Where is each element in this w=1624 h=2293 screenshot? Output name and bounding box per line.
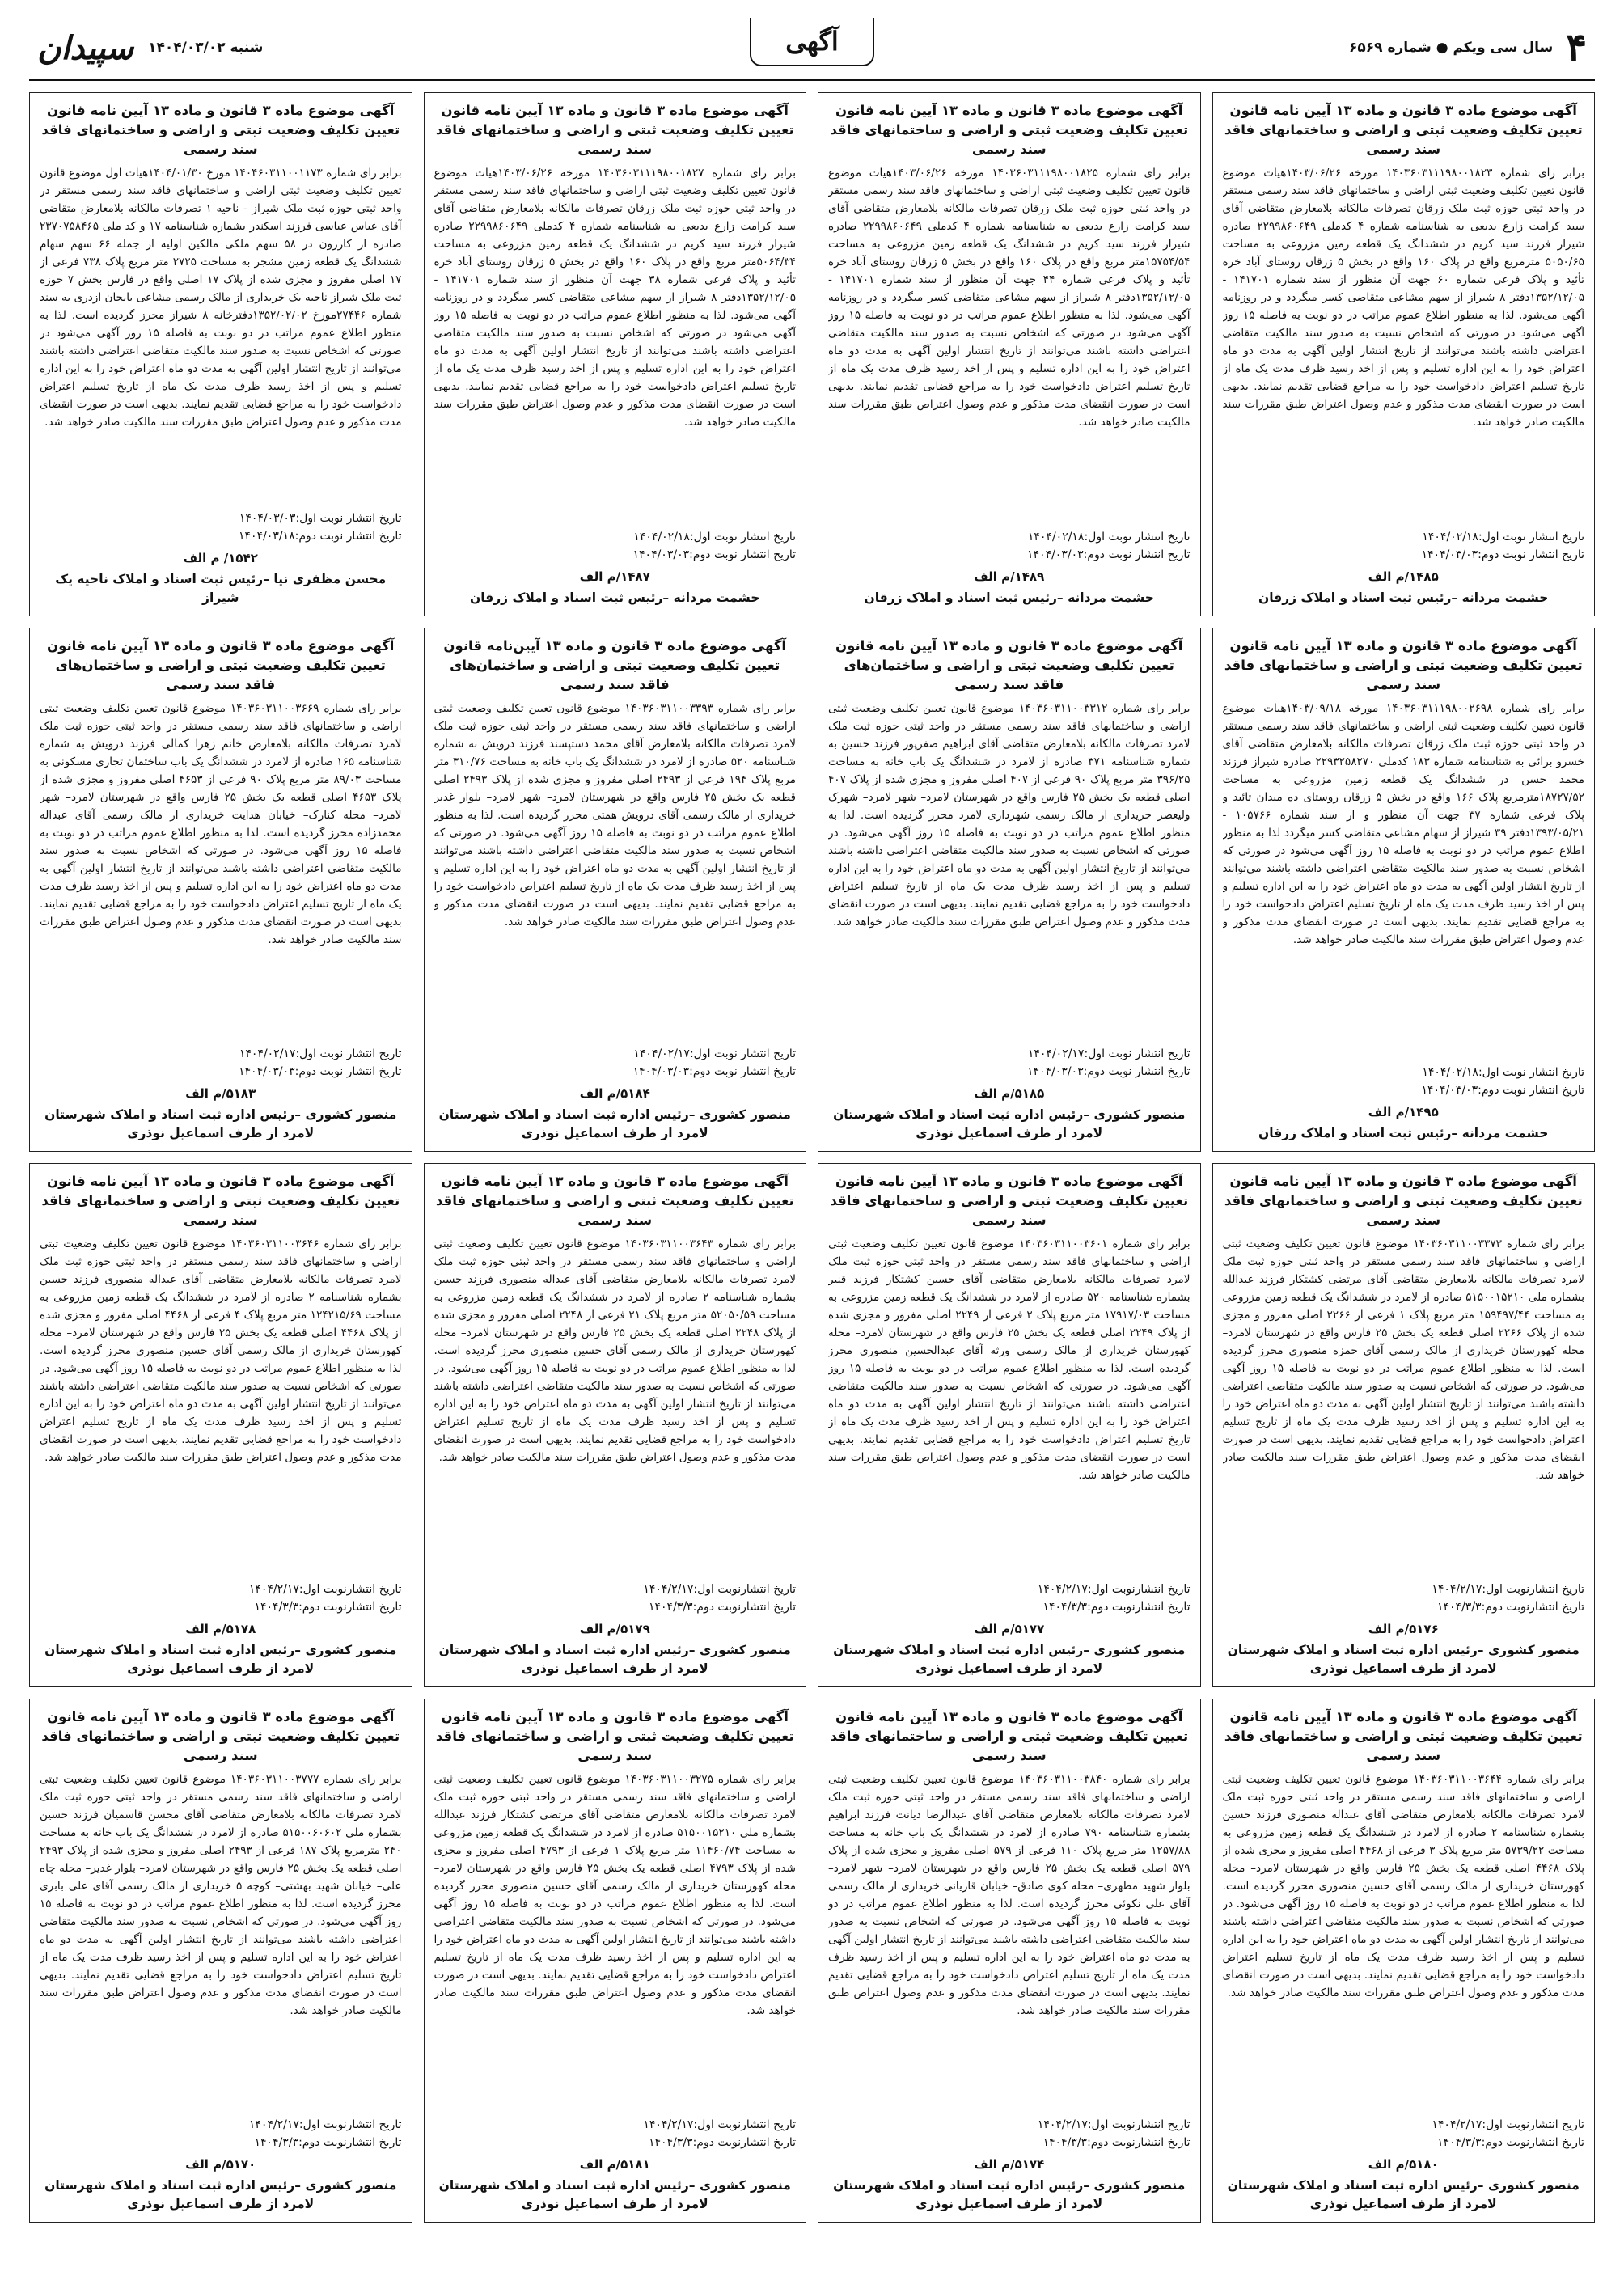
notice-signature: منصور کشوری –رئیس اداره ثبت اسناد و املاک شهرستان لامرد از طرف اسماعیل نوذری <box>438 1642 791 1676</box>
notice-code: ۵۱۷۹/م الف <box>579 1621 650 1636</box>
newspaper-page <box>29 0 1595 2281</box>
notice-dates <box>40 1580 402 1617</box>
notice-dates <box>1223 1580 1585 1617</box>
notice-code: ۵۱۷۸/م الف <box>185 1621 256 1636</box>
notice-dates <box>828 2116 1191 2152</box>
legal-notice <box>1212 92 1596 616</box>
publish-date-second: تاریخ انتشارنوبت دوم:۱۴۰۴/۳/۳ <box>649 2136 796 2150</box>
notice-dates <box>434 528 797 565</box>
notice-title: آگهی موضوع ماده ۳ قانون و ماده ۱۳ آیین نامه قانون تعیین تکلیف وضعیت ثبتی و اراضی و ساختمانهای فاقد سند رسمی <box>435 103 794 157</box>
notice-dates <box>40 1045 402 1081</box>
notice-code: ۱۴۸۹/م الف <box>974 569 1045 584</box>
publish-date-second: تاریخ انتشارنوبت دوم:۱۴۰۴/۳/۳ <box>1437 1601 1584 1614</box>
publish-date-second: تاریخ انتشارنوبت دوم:۱۴۰۴/۳/۳ <box>1042 1601 1191 1614</box>
notice-code: ۵۱۸۰/م الف <box>1368 2156 1439 2172</box>
publish-date-first: تاریخ انتشار نوبت اول:۱۴۰۴/۰۲/۱۸ <box>1027 530 1191 544</box>
notice-dates <box>1223 2116 1585 2152</box>
notice-body: برابر رای شماره ۱۴۰۳۶۰۳۱۱۰۰۳۶۴۶ موضوع قانون تعیین تکلیف وضعیت ثبتی اراضی و ساختمانهای فاقد سند رسمی مستقر در واحد ثبتی حوزه ثبت ملک لامرد تصرفات مالکانه بلامعارض متقاضی آقای عبداله منصوری فرزند حسین بشماره شناسنامه ۲ صادره از لامرد در ششدانگ یک قطعه زمین مزروعی به مساحت ۱۲۴۲۱۵/۶۹ متر مربع پلاک ۴ فرعی از ۴۴۶۸ اصلی مفروز و مجزی شده از پلاک ۴۴۶۸ اصلی قطعه یک بخش ۲۵ فارس واقع در شهرستان لامرد– محله کهورستان خریداری از مالک رسمی آقای حسین منصوری محرز گردیده است. لذا به منظور اطلاع عموم مراتب در دو نوبت به فاصله ۱۵ روز آگهی می‌شود. در صورتی که اشخاص نسبت به صدور سند مالکیت متقاضی اعتراضی داشته باشند می‌توانند از تاریخ انتشار اولین آگهی به مدت دو ماه اعتراض خود را به این اداره تسلیم و پس از اخذ رسید ظرف مدت یک ماه از تاریخ تسلیم اعتراض دادخواست خود را به مراجع قضایی تقدیم نمایند. بدیهی است در صورت انقضای مدت مذکور و عدم وصول اعتراض طبق مقررات سند مالکیت صادر خواهد شد. <box>40 1237 402 1464</box>
notice-signature: حشمت مردانه –رئیس ثبت اسناد و املاک زرقان <box>1258 1125 1549 1140</box>
notice-title: آگهی موضوع ماده ۳ قانون و ماده ۱۳ آیین نامه قانون تعیین تکلیف وضعیت ثبتی و اراضی و ساختمان‌های فاقد سند رسمی <box>835 638 1183 692</box>
notice-dates <box>434 1045 797 1081</box>
notice-body: برابر رای شماره ۱۴۰۳۶۰۳۱۱۰۰۳۶۰۱ موضوع قانون تعیین تکلیف وضعیت ثبتی اراضی و ساختمانهای فاقد سند رسمی مستقر در واحد ثبتی حوزه ثبت ملک لامرد تصرفات مالکانه بلامعارض متقاضی آقای حسین کشتکار فرزند قنبر بشماره شناسنامه ۵۲۰ صادره از لامرد در ششدانگ یک قطعه زمین مزروعی به مساحت ۱۷۹۱۷/۰۳ متر مربع پلاک ۲ فرعی از ۲۲۴۹ اصلی مفروز و مجزی شده از پلاک ۲۲۴۹ اصلی قطعه یک بخش ۲۵ فارس واقع در شهرستان لامرد– محله کهورستان خریداری از مالک رسمی ورثه آقای عبدالحسین منصوری محرز گردیده است. لذا به منظور اطلاع عموم مراتب در دو نوبت به فاصله ۱۵ روز آگهی می‌شود. در صورتی که اشخاص نسبت به صدور سند مالکیت متقاضی اعتراضی داشته باشند می‌توانند از تاریخ انتشار اولین آگهی به مدت دو ماه اعتراض خود را به این اداره تسلیم و پس از اخذ رسید ظرف مدت یک ماه از تاریخ تسلیم اعتراض دادخواست خود را به مراجع قضایی تقدیم نمایند. بدیهی است در صورت انقضای مدت مذکور و عدم وصول اعتراض طبق مقررات سند مالکیت صادر خواهد شد. <box>828 1237 1191 1482</box>
notice-dates <box>828 528 1191 565</box>
publish-date-second: تاریخ انتشار نوبت دوم:۱۴۰۴/۰۳/۰۳ <box>239 1065 402 1079</box>
legal-notice <box>29 1699 412 2223</box>
notice-signature: منصور کشوری –رئیس اداره ثبت اسناد و املاک شهرستان لامرد از طرف اسماعیل نوذری <box>44 2177 397 2211</box>
notice-signature: محسن مظفری نیا –رئیس ثبت اسناد و املاک ناحیه یک شیراز <box>55 571 387 605</box>
publish-date-second: تاریخ انتشارنوبت دوم:۱۴۰۴/۳/۳ <box>1042 2136 1191 2150</box>
notice-signature: منصور کشوری –رئیس اداره ثبت اسناد و املاک شهرستان لامرد از طرف اسماعیل نوذری <box>44 1106 397 1140</box>
publish-date-second: تاریخ انتشارنوبت دوم:۱۴۰۴/۳/۳ <box>254 1601 402 1614</box>
notice-signature: منصور کشوری –رئیس اداره ثبت اسناد و املاک شهرستان لامرد از طرف اسماعیل نوذری <box>438 2177 791 2211</box>
publish-date-second: تاریخ انتشار نوبت دوم:۱۴۰۴/۰۳/۰۳ <box>1027 1065 1191 1079</box>
notice-body: برابر رای شماره ۱۴۰۳۶۰۳۱۱۱۹۸۰۰۱۸۲۵ مورخه ۱۴۰۳/۰۶/۲۶هیات موضوع قانون تعیین تکلیف وضعیت ثبتی اراضی و ساختمانهای فاقد سند رسمی مستقر در واحد ثبتی حوزه ثبت ملک زرقان تصرفات مالکانه بلامعارض متقاضی آقای سید کرامت زارع بدیعی به شناسنامه شماره ۴ کدملی ۲۲۹۹۸۶۰۶۴۹ صادره شیراز فرزند سید کریم در ششدانگ یک قطعه زمین مزروعی به مساحت ۱۵۷۵۴/۵۴متر مربع واقع در پلاک ۱۶۰ واقع در بخش ۵ زرقان روستای آباد خره تأئید و پلاک فرعی شماره ۴۴ جهت آن منظور از سند شماره ۱۴۱۷۰۱ - ۱۳۵۲/۱۲/۰۵دفتر ۸ شیراز از سهم مشاعی متقاضی کسر میگردد و در روزنامه آگهی می‌شود. لذا به منظور اطلاع عموم مراتب در دو نوبت به فاصله ۱۵ روز آگهی می‌شود در صورتی که اشخاص نسبت به صدور سند مالکیت متقاضی اعتراضی داشته باشند می‌توانند از تاریخ انتشار اولین آگهی به مدت دو ماه اعتراض خود را به این اداره تسلیم و پس از اخذ رسید ظرف مدت یک ماه از تاریخ تسلیم اعتراض دادخواست خود را به مراجع قضایی تقدیم نمایند. بدیهی است در صورت انقضای مدت مذکور و عدم وصول اعتراض طبق مقررات سند مالکیت صادر خواهد شد. <box>828 166 1191 429</box>
notice-body: برابر رای شماره ۱۴۰۳۶۰۳۱۱۰۰۳۶۶۹ موضوع قانون تعیین تکلیف وضعیت ثبتی اراضی و ساختمانهای فاقد سند رسمی مستقر در واحد ثبتی حوزه ثبت ملک لامرد تصرفات مالکانه بلامعارض خانم زهرا کمالی فرزند درویش به شماره شناسنامه ۱۶۵ صادره از لامرد در ششدانگ یک باب ساختمان تجاری مسکونی به مساحت ۸۹/۰۳ متر مربع پلاک ۹۰ فرعی از ۴۶۵۳ اصلی مفروز و مجزی شده از پلاک ۴۶۵۳ اصلی قطعه یک بخش ۲۵ فارس واقع در شهرستان لامرد– شهر لامرد– محله کنارک– خیابان هدایت خریداری از مالک رسمی آقای عبداله محمدزاده محرز گردیده است. لذا به منظور اطلاع عموم مراتب در دو نوبت به فاصله ۱۵ روز آگهی می‌شود. در صورتی که اشخاص نسبت به صدور سند مالکیت متقاضی اعتراضی داشته باشند می‌توانند از تاریخ انتشار اولین آگهی به مدت دو ماه اعتراض خود را به این اداره تسلیم و پس از اخذ رسید ظرف مدت یک ماه از تاریخ تسلیم اعتراض دادخواست خود را به مراجع قضایی تقدیم نمایند. بدیهی است در صورت انقضای مدت مذکور و عدم وصول اعتراض طبق مقررات سند مالکیت صادر خواهد شد. <box>40 701 402 946</box>
legal-notice <box>424 628 807 1152</box>
legal-notice <box>424 1163 807 1687</box>
publish-date-first: تاریخ انتشار نوبت اول:۱۴۰۴/۰۲/۱۷ <box>1027 1047 1191 1060</box>
publish-date-first: تاریخ انتشار نوبت اول:۱۴۰۴/۰۲/۱۸ <box>633 530 796 544</box>
notice-body: برابر رای شماره ۱۴۰۳۶۰۳۱۱۰۰۳۶۴۴ موضوع قانون تعیین تکلیف وضعیت ثبتی اراضی و ساختمانهای فاقد سند رسمی مستقر در واحد ثبتی حوزه ثبت ملک لامرد تصرفات مالکانه بلامعارض متقاضی آقای عبداله منصوری فرزند حسین بشماره شناسنامه ۲ صادره از لامرد در ششدانگ یک قطعه زمین مزروعی به مساحت ۵۷۳۹/۲۲ متر مربع پلاک ۳ فرعی از ۴۴۶۸ اصلی مفروز و مجزی شده از پلاک ۴۴۶۸ اصلی قطعه یک بخش ۲۵ فارس واقع در شهرستان لامرد– محله کهورستان خریداری از مالک رسمی آقای حسین منصوری محرز گردیده است. لذا به منظور اطلاع عموم مراتب در دو نوبت به فاصله ۱۵ روز آگهی می‌شود. در صورتی که اشخاص نسبت به صدور سند مالکیت متقاضی اعتراضی داشته باشند می‌توانند از تاریخ انتشار اولین آگهی به مدت دو ماه اعتراض خود را به این اداره تسلیم و پس از اخذ رسید ظرف مدت یک ماه از تاریخ تسلیم اعتراض دادخواست خود را به مراجع قضایی تقدیم نمایند. بدیهی است در صورت انقضای مدت مذکور و عدم وصول اعتراض طبق مقررات سند مالکیت صادر خواهد شد. <box>1222 1772 1584 1999</box>
publish-date-first: تاریخ انتشارنوبت اول:۱۴۰۴/۲/۱۷ <box>1037 2117 1191 2131</box>
notice-title: آگهی موضوع ماده ۳ قانون و ماده ۱۳ آیین نامه قانون تعیین تکلیف وضعیت ثبتی و اراضی و ساختمانهای فاقد سند رسمی <box>435 1709 794 1763</box>
notice-body: برابر رای شماره ۱۴۰۳۶۰۳۱۱۱۹۸۰۰۱۸۲۷ مورخه ۱۴۰۳/۰۶/۲۶هیات موضوع قانون تعیین تکلیف وضعیت ثبتی اراضی و ساختمانهای فاقد سند رسمی مستقر در واحد ثبتی حوزه ثبت ملک زرقان تصرفات مالکانه بلامعارض متقاضی آقای سید کرامت زارع بدیعی به شناسنامه شماره ۴ کدملی ۲۲۹۹۸۶۰۶۴۹ صادره شیراز فرزند سید کریم در ششدانگ یک قطعه زمین مزروعی به مساحت ۵۰۶۴/۳۴متر مربع واقع در پلاک ۱۶۰ واقع در بخش ۵ زرقان روستای آباد خره تأئید و پلاک فرعی شماره ۳۸ جهت آن منظور از سند شماره ۱۴۱۷۰۱ - ۱۳۵۲/۱۲/۰۵دفتر ۸ شیراز از سهم مشاعی متقاضی کسر میگردد و در روزنامه آگهی می‌شود. لذا به منظور اطلاع عموم مراتب در دو نوبت به فاصله ۱۵ روز آگهی می‌شود در صورتی که اشخاص نسبت به صدور سند مالکیت متقاضی اعتراضی داشته باشند می‌توانند از تاریخ انتشار اولین آگهی به مدت دو ماه اعتراض خود را به این اداره تسلیم و پس از اخذ رسید ظرف مدت یک ماه از تاریخ تسلیم اعتراض دادخواست خود را به مراجع قضایی تقدیم نمایند. بدیهی است در صورت انقضای مدت مذکور و عدم وصول اعتراض طبق مقررات سند مالکیت صادر خواهد شد. <box>433 166 796 429</box>
notice-dates <box>40 2116 402 2152</box>
notice-dates <box>828 1045 1191 1081</box>
legal-notice <box>818 628 1201 1152</box>
publish-date-first: تاریخ انتشار نوبت اول:۱۴۰۴/۰۲/۱۷ <box>239 1047 402 1060</box>
publish-date-second: تاریخ انتشار نوبت دوم:۱۴۰۴/۰۳/۱۸ <box>239 530 402 544</box>
masthead-left <box>37 29 263 67</box>
legal-notice <box>818 1163 1201 1687</box>
notice-title: آگهی موضوع ماده ۳ قانون و ماده ۱۳ آیین نامه قانون تعیین تکلیف وضعیت ثبتی و اراضی و ساختمانهای فاقد سند رسمی <box>830 103 1189 157</box>
publish-date-first: تاریخ انتشار نوبت اول:۱۴۰۴/۰۲/۱۷ <box>633 1047 796 1060</box>
notice-signature: منصور کشوری –رئیس اداره ثبت اسناد و املاک شهرستان لامرد از طرف اسماعیل نوذری <box>1227 2177 1580 2211</box>
notice-code: ۱۵۴۲/ م الف <box>183 550 258 565</box>
legal-notice <box>29 1163 412 1687</box>
issue-date: شنبه ۱۴۰۴/۰۳/۰۲ <box>148 40 264 56</box>
notice-title: آگهی موضوع ماده ۳ قانون و ماده ۱۳ آیین نامه قانون تعیین تکلیف وضعیت ثبتی و اراضی و ساختمانهای فاقد سند رسمی <box>1224 638 1583 692</box>
publish-date-first: تاریخ انتشار نوبت اول:۱۴۰۴/۰۳/۰۳ <box>239 511 402 525</box>
notice-title: آگهی موضوع ماده ۳ قانون و ماده ۱۳ آیین نامه قانون تعیین تکلیف وضعیت ثبتی و اراضی و ساختمانهای فاقد سند رسمی <box>830 1709 1189 1763</box>
notice-code: ۵۱۷۷/م الف <box>974 1621 1045 1636</box>
notice-body: برابر رای شماره ۱۴۰۳۶۰۳۱۱۰۰۳۳۹۳ موضوع قانون تعیین تکلیف وضعیت ثبتی اراضی و ساختمانهای فاقد سند رسمی مستقر در واحد ثبتی حوزه ثبت ملک لامرد تصرفات مالکانه بلامعارض آقای محمد دستپسند فرزند درویش به شماره شناسنامه ۵۲۰ صادره از لامرد در ششدانگ یک باب خانه به مساحت ۳۱۰/۷۶ متر مربع پلاک ۱۹۴ فرعی از ۲۴۹۳ اصلی مفروز و مجزی شده از پلاک ۲۴۹۳ اصلی قطعه یک بخش ۲۵ فارس واقع در شهرستان لامرد– شهر لامرد– بلوار غدیر خریداری از مالک رسمی آقای درویش همتی محرز گردیده است. لذا به منظور اطلاع عموم مراتب در دو نوبت به فاصله ۱۵ روز آگهی می‌شود. در صورتی که اشخاص نسبت به صدور سند مالکیت متقاضی اعتراضی داشته باشند می‌توانند از تاریخ انتشار اولین آگهی به مدت دو ماه اعتراض خود را به این اداره تسلیم و پس از اخذ رسید ظرف مدت یک ماه از تاریخ تسلیم اعتراض دادخواست خود را به مراجع قضایی تقدیم نمایند. بدیهی است در صورت انقضای مدت مذکور و عدم وصول اعتراض طبق مقررات سند مالکیت صادر خواهد شد. <box>433 701 796 929</box>
notice-title: آگهی موضوع ماده ۳ قانون و ماده ۱۳ آیین نامه قانون تعیین تکلیف وضعیت ثبتی و اراضی و ساختمانهای فاقد سند رسمی <box>41 1709 400 1763</box>
legal-notice <box>1212 628 1596 1152</box>
notice-dates <box>1223 528 1585 565</box>
legal-notice <box>424 92 807 616</box>
publish-date-first: تاریخ انتشارنوبت اول:۱۴۰۴/۲/۱۷ <box>248 2117 402 2131</box>
notice-code: ۵۱۸۳/م الف <box>185 1085 256 1101</box>
notice-dates <box>828 1580 1191 1617</box>
notice-body: برابر رای شماره ۱۴۰۴۶۰۳۱۱۰۰۱۱۷۳ مورخ ۱۴۰۴/۰۱/۳۰هیات اول موضوع قانون تعیین تکلیف وضعیت ثبتی اراضی و ساختمانهای فاقد سند رسمی مستقر در واحد ثبتی حوزه ثبت ملک شیراز - ناحیه ۱ تصرفات مالکانه بلامعارض متقاضی آقای عباس عباسی فرزند اسکندر بشماره شناسنامه ۱۷ و کد ملی ۲۳۷۰۷۵۸۴۶۵ صادره از کازرون در ۵۸ سهم ملکی مالکین اولیه از جمله ۶۶ سهم سهام ششدانگ یک قطعه زمین مشجر به مساحت ۲۷۲۵ متر مربع پلاک ۷۳۸ فرعی از ۱۷ اصلی مفروز و مجزی شده از پلاک ۱۷ اصلی واقع در فارس بخش ۷ حوزه ثبت ملک شیراز ناحیه یک خریداری از مالک رسمی مشاعی بانجان ازدری به سند شماره ۲۷۴۴۶مورخ ۱۳۵۲/۰۲/۰۲دفترخانه ۸ شیراز محرز گردیده است. لذا به منظور اطلاع عموم مراتب در دو نوبت به فاصله ۱۵ روز آگهی می‌شود در صورتی که اشخاص نسبت به صدور سند مالکیت متقاضی اعتراضی داشته باشند می‌توانند از تاریخ انتشار اولین آگهی به مدت دو ماه اعتراض خود را به این اداره تسلیم و پس از اخذ رسید ظرف مدت یک ماه از تاریخ تسلیم اعتراض دادخواست خود را به مراجع قضایی تقدیم نمایند. بدیهی است در صورت انقضای مدت مذکور و عدم وصول اعتراض طبق مقررات سند مالکیت صادر خواهد شد. <box>40 166 402 429</box>
legal-notice <box>818 1699 1201 2223</box>
legal-notice <box>29 628 412 1152</box>
notice-body: برابر رای شماره ۱۴۰۳۶۰۳۱۱۰۰۳۸۴۰ موضوع قانون تعیین تکلیف وضعیت ثبتی اراضی و ساختمانهای فاقد سند رسمی مستقر در واحد ثبتی حوزه ثبت ملک لامرد تصرفات مالکانه بلامعارض متقاضی آقای عبدالرضا دیانت فرزند ابراهیم بشماره شناسنامه ۷۹۰ صادره از لامرد در ششدانگ یک باب خانه به مساحت ۱۲۵۷/۸۸ متر مربع پلاک ۱۱۰ فرعی از ۵۷۹ اصلی مفروز و مجزی شده از پلاک ۵۷۹ اصلی قطعه یک بخش ۲۵ فارس واقع در شهرستان لامرد– شهر لامرد– بلوار شهید مطهری– محله کوی صادق– خیابان قاریانی خریداری از مالک رسمی آقای علی نکوئی محرز گردیده است. لذا به منظور اطلاع عموم مراتب در دو نوبت به فاصله ۱۵ روز آگهی می‌شود. در صورتی که اشخاص نسبت به صدور سند مالکیت متقاضی اعتراضی داشته باشند می‌توانند از تاریخ انتشار اولین آگهی به مدت دو ماه اعتراض خود را به این اداره تسلیم و پس از اخذ رسید ظرف مدت یک ماه از تاریخ تسلیم اعتراض دادخواست خود را به مراجع قضایی تقدیم نمایند. بدیهی است در صورت انقضای مدت مذکور و عدم وصول اعتراض طبق مقررات سند مالکیت صادر خواهد شد. <box>828 1772 1191 2017</box>
legal-notice <box>1212 1699 1596 2223</box>
notice-body: برابر رای شماره ۱۴۰۳۶۰۳۱۱۰۰۳۷۷۷ موضوع قانون تعیین تکلیف وضعیت ثبتی اراضی و ساختمانهای فاقد سند رسمی مستقر در واحد ثبتی حوزه ثبت ملک لامرد تصرفات مالکانه بلامعارض متقاضی آقای محسن قاسمیان فرزند حسین بشماره ملی ۵۱۵۰۰۶۰۶۰۲ صادره از لامرد در ششدانگ یک باب خانه به مساحت ۲۴۰ مترمربع پلاک ۱۸۷ فرعی از ۲۴۹۳ اصلی مفروز و مجزی شده از پلاک ۲۴۹۳ اصلی قطعه یک بخش ۲۵ فارس واقع در شهرستان لامرد– بلوار غدیر– محله چاه علی– خیابان شهید بهشتی– کوچه ۵ خریداری از مالک رسمی آقای علی بابری محرز گردیده است. لذا به منظور اطلاع عموم مراتب در دو نوبت به فاصله ۱۵ روز آگهی می‌شود. در صورتی که اشخاص نسبت به صدور سند مالکیت متقاضی اعتراضی داشته باشند می‌توانند از تاریخ انتشار اولین آگهی به مدت دو ماه اعتراض خود را به این اداره تسلیم و پس از اخذ رسید ظرف مدت یک ماه از تاریخ تسلیم اعتراض دادخواست خود را به مراجع قضایی تقدیم نمایند. بدیهی است در صورت انقضای مدت مذکور و عدم وصول اعتراض طبق مقررات سند مالکیت صادر خواهد شد. <box>40 1772 402 2017</box>
notice-code: ۵۱۷۶/م الف <box>1368 1621 1439 1636</box>
notice-body: برابر رای شماره ۱۴۰۳۶۰۳۱۱۰۰۳۶۴۳ موضوع قانون تعیین تکلیف وضعیت ثبتی اراضی و ساختمانهای فاقد سند رسمی مستقر در واحد ثبتی حوزه ثبت ملک لامرد تصرفات مالکانه بلامعارض متقاضی آقای عبداله منصوری فرزند حسین بشماره شناسنامه ۲ صادره از لامرد در ششدانگ یک قطعه زمین مزروعی به مساحت ۵۲۰۵۰/۵۹ متر مربع پلاک ۲۱ فرعی از ۲۲۴۸ اصلی مفروز و مجزی شده از پلاک ۲۲۴۸ اصلی قطعه یک بخش ۲۵ فارس واقع در شهرستان لامرد– محله کهورستان خریداری از مالک رسمی آقای حسین منصوری محرز گردیده است. لذا به منظور اطلاع عموم مراتب در دو نوبت به فاصله ۱۵ روز آگهی می‌شود. در صورتی که اشخاص نسبت به صدور سند مالکیت متقاضی اعتراضی داشته باشند می‌توانند از تاریخ انتشار اولین آگهی به مدت دو ماه اعتراض خود را به این اداره تسلیم و پس از اخذ رسید ظرف مدت یک ماه از تاریخ تسلیم اعتراض دادخواست خود را به مراجع قضایی تقدیم نمایند. بدیهی است در صورت انقضای مدت مذکور و عدم وصول اعتراض طبق مقررات سند مالکیت صادر خواهد شد. <box>433 1237 796 1464</box>
masthead <box>29 16 1595 81</box>
legal-notice <box>424 1699 807 2223</box>
page-number: ۴ <box>1566 25 1587 70</box>
notice-code: ۵۱۸۴/م الف <box>579 1085 650 1101</box>
publish-date-second: تاریخ انتشار نوبت دوم:۱۴۰۴/۰۳/۰۳ <box>632 1065 796 1079</box>
publish-date-second: تاریخ انتشارنوبت دوم:۱۴۰۴/۳/۳ <box>254 2136 402 2150</box>
notice-dates <box>40 510 402 546</box>
publish-date-first: تاریخ انتشار نوبت اول:۱۴۰۴/۰۲/۱۸ <box>1422 530 1584 544</box>
notice-title: آگهی موضوع ماده ۳ قانون و ماده ۱۳ آیین نامه قانون تعیین تکلیف وضعیت ثبتی و اراضی و ساختمانهای فاقد سند رسمی <box>1224 1709 1583 1763</box>
notice-title: آگهی موضوع ماده ۳ قانون و ماده ۱۳ آیین نامه قانون تعیین تکلیف وضعیت ثبتی و اراضی و ساختمانهای فاقد سند رسمی <box>830 1174 1189 1228</box>
publish-date-first: تاریخ انتشار نوبت اول:۱۴۰۴/۰۲/۱۸ <box>1422 1065 1584 1079</box>
notice-signature: منصور کشوری –رئیس اداره ثبت اسناد و املاک شهرستان لامرد از طرف اسماعیل نوذری <box>1227 1642 1580 1676</box>
notice-code: ۵۱۷۴/م الف <box>974 2156 1045 2172</box>
notice-title: آگهی موضوع ماده ۳ قانون و ماده ۱۳ آیین نامه قانون تعیین تکلیف وضعیت ثبتی و اراضی و ساختمانهای فاقد سند رسمی <box>41 1174 400 1228</box>
legal-notice <box>1212 1163 1596 1687</box>
notice-title: آگهی موضوع ماده ۳ قانون و ماده ۱۳ آیین نامه قانون تعیین تکلیف وضعیت ثبتی و اراضی و ساختمان‌های فاقد سند رسمی <box>47 638 395 692</box>
newspaper-logo: سپیدان <box>37 28 134 67</box>
publish-date-second: تاریخ انتشار نوبت دوم:۱۴۰۴/۰۳/۰۳ <box>1421 1084 1584 1098</box>
notice-code: ۵۱۸۱/م الف <box>579 2156 650 2172</box>
masthead-right <box>1349 25 1587 70</box>
notice-dates <box>434 1580 797 1617</box>
publish-date-second: تاریخ انتشار نوبت دوم:۱۴۰۴/۰۳/۰۳ <box>1027 548 1191 562</box>
notice-code: ۱۴۹۵/م الف <box>1368 1104 1439 1119</box>
publish-date-first: تاریخ انتشارنوبت اول:۱۴۰۴/۲/۱۷ <box>1037 1582 1191 1596</box>
issue-info: سال سی ویکم ● شماره ۶۵۶۹ <box>1349 40 1554 56</box>
notice-signature: منصور کشوری –رئیس اداره ثبت اسناد و املاک شهرستان لامرد از طرف اسماعیل نوذری <box>44 1642 397 1676</box>
notice-title: آگهی موضوع ماده ۳ قانون و ماده ۱۳ آیین‌نامه قانون تعیین تکلیف وضعیت ثبتی و اراضی و ساختمان‌های فاقد سند رسمی <box>443 638 787 692</box>
notice-signature: حشمت مردانه –رئیس ثبت اسناد و املاک زرقان <box>864 590 1154 605</box>
notice-body: برابر رای شماره ۱۴۰۳۶۰۳۱۱۱۹۸۰۰۱۸۲۳ مورخه ۱۴۰۳/۰۶/۲۶هیات موضوع قانون تعیین تکلیف وضعیت ثبتی اراضی و ساختمانهای فاقد سند رسمی مستقر در واحد ثبتی حوزه ثبت ملک زرقان تصرفات مالکانه بلامعارض متقاضی آقای سید کرامت زارع بدیعی به شناسنامه شماره ۴ کدملی ۲۲۹۹۸۶۰۶۴۹ صادره شیراز فرزند سید کریم در ششدانگ یک قطعه زمین مزروعی به مساحت ۵۰۵۰/۶۵ مترمربع واقع در پلاک ۱۶۰ واقع در بخش ۵ زرقان روستای آباد خره تأئید و پلاک فرعی شماره ۶۰ جهت آن منظور از سند شماره ۱۴۱۷۰۱ - ۱۳۵۲/۱۲/۰۵دفتر ۸ شیراز از سهم مشاعی متقاضی کسر میگردد و در روزنامه آگهی می‌شود. لذا به منظور اطلاع عموم مراتب در دو نوبت به فاصله ۱۵ روز آگهی می‌شود در صورتی که اشخاص نسبت به صدور سند مالکیت متقاضی اعتراضی داشته باشند می‌توانند از تاریخ انتشار اولین آگهی به مدت دو ماه اعتراض خود را به این اداره تسلیم و پس از اخذ رسید ظرف مدت یک ماه از تاریخ تسلیم اعتراض دادخواست خود را به مراجع قضایی تقدیم نمایند. بدیهی است در صورت انقضای مدت مذکور و عدم وصول اعتراض طبق مقررات سند مالکیت صادر خواهد شد. <box>1222 166 1584 429</box>
notice-code: ۵۱۷۰/م الف <box>185 2156 256 2172</box>
notice-code: ۱۴۸۷/م الف <box>579 569 650 584</box>
notice-title: آگهی موضوع ماده ۳ قانون و ماده ۱۳ آیین نامه قانون تعیین تکلیف وضعیت ثبتی و اراضی و ساختمانهای فاقد سند رسمی <box>435 1174 794 1228</box>
notice-code: ۱۴۸۵/م الف <box>1368 569 1439 584</box>
publish-date-second: تاریخ انتشارنوبت دوم:۱۴۰۴/۳/۳ <box>649 1601 796 1614</box>
notice-body: برابر رای شماره ۱۴۰۳۶۰۳۱۱۱۹۸۰۰۲۶۹۸ مورخه ۱۴۰۳/۰۹/۱۸هیات موضوع قانون تعیین تکلیف وضعیت ثبتی اراضی و ساختمانهای فاقد سند رسمی مستقر در واحد ثبتی حوزه ثبت ملک زرقان تصرفات مالکانه بلامعارض متقاضی آقای خسرو برائی به شناسنامه شماره ۱۸۳ کدملی ۲۲۹۳۲۵۸۲۷۰ صادره شیراز فرزند محمد حسن در ششدانگ یک قطعه زمین مزروعی به مساحت ۱۸۷۲۷/۵۲مترمربع پلاک ۱۶۶ واقع در بخش ۵ زرقان روستای ده میدان تائید و پلاک فرعی شماره ۳۷ جهت آن منظور و از سند شماره ۱۰۵۷۶۶ - ۱۳۹۳/۰۵/۲۱دفتر ۳۹ شیراز از سهام مشاعی متقاضی کسر میگردد لذا به منظور اطلاع عموم مراتب در دو نوبت به فاصله ۱۵ روز آگهی می‌شود در صورتی که اشخاص نسبت به صدور سند مالکیت متقاضی اعتراضی داشته باشند می‌توانند از تاریخ انتشار اولین آگهی به مدت دو ماه اعتراض خود را به این اداره تسلیم و پس از اخذ رسید ظرف مدت یک ماه از تاریخ تسلیم اعتراض دادخواست خود را به مراجع قضایی تقدیم نمایند. بدیهی است در صورت انقضای مدت مذکور و عدم وصول اعتراض طبق مقررات سند مالکیت صادر خواهد شد. <box>1222 701 1584 946</box>
section-title: آگهی <box>750 18 874 66</box>
notice-signature: حشمت مردانه –رئیس ثبت اسناد و املاک زرقان <box>1258 590 1549 605</box>
publish-date-first: تاریخ انتشارنوبت اول:۱۴۰۴/۲/۱۷ <box>643 2117 796 2131</box>
legal-notice <box>29 92 412 616</box>
notice-signature: منصور کشوری –رئیس اداره ثبت اسناد و املاک شهرستان لامرد از طرف اسماعیل نوذری <box>833 1106 1186 1140</box>
notice-title: آگهی موضوع ماده ۳ قانون و ماده ۱۳ آیین نامه قانون تعیین تکلیف وضعیت ثبتی و اراضی و ساختمانهای فاقد سند رسمی <box>1224 103 1583 157</box>
publish-date-second: تاریخ انتشارنوبت دوم:۱۴۰۴/۳/۳ <box>1437 2136 1584 2150</box>
publish-date-second: تاریخ انتشار نوبت دوم:۱۴۰۴/۰۳/۰۳ <box>632 548 796 562</box>
notice-signature: حشمت مردانه –رئیس ثبت اسناد و املاک زرقان <box>470 590 760 605</box>
notice-dates <box>434 2116 797 2152</box>
notice-code: ۵۱۸۵/م الف <box>974 1085 1045 1101</box>
publish-date-first: تاریخ انتشارنوبت اول:۱۴۰۴/۲/۱۷ <box>643 1582 796 1596</box>
notice-title: آگهی موضوع ماده ۳ قانون و ماده ۱۳ آیین نامه قانون تعیین تکلیف وضعیت ثبتی و اراضی و ساختمانهای فاقد سند رسمی <box>1224 1174 1583 1228</box>
notice-body: برابر رای شماره ۱۴۰۳۶۰۳۱۱۰۰۳۳۷۳ موضوع قانون تعیین تکلیف وضعیت ثبتی اراضی و ساختمانهای فاقد سند رسمی مستقر در واحد ثبتی حوزه ثبت ملک لامرد تصرفات مالکانه بلامعارض متقاضی آقای مرتضی کشتکار فرزند عبدالله بشماره ملی ۵۱۵۰۰۱۵۲۱۰ صادره از لامرد در ششدانگ یک قطعه زمین مزروعی به مساحت ۱۵۹۴۹۷/۴۴ متر مربع پلاک ۱ فرعی از ۲۲۶۶ اصلی مفروز و مجزی شده از پلاک ۲۲۶۶ اصلی قطعه یک بخش ۲۵ فارس واقع در شهرستان لامرد– محله کهورستان خریداری از مالک رسمی آقای حمزه منصوری محرز گردیده است. لذا به منظور اطلاع عموم مراتب در دو نوبت به فاصله ۱۵ روز آگهی می‌شود. در صورتی که اشخاص نسبت به صدور سند مالکیت متقاضی اعتراضی داشته باشند می‌توانند از تاریخ انتشار اولین آگهی به مدت دو ماه اعتراض خود را به این اداره تسلیم و پس از اخذ رسید ظرف مدت یک ماه از تاریخ تسلیم اعتراض دادخواست خود را به مراجع قضایی تقدیم نمایند. بدیهی است در صورت انقضای مدت مذکور و عدم وصول اعتراض طبق مقررات سند مالکیت صادر خواهد شد. <box>1222 1237 1584 1482</box>
publish-date-second: تاریخ انتشار نوبت دوم:۱۴۰۴/۰۳/۰۳ <box>1421 548 1584 562</box>
notice-signature: منصور کشوری –رئیس اداره ثبت اسناد و املاک شهرستان لامرد از طرف اسماعیل نوذری <box>438 1106 791 1140</box>
notice-body: برابر رای شماره ۱۴۰۳۶۰۳۱۱۰۰۳۳۱۲ موضوع قانون تعیین تکلیف وضعیت ثبتی اراضی و ساختمانهای فاقد سند رسمی مستقر در واحد ثبتی حوزه ثبت ملک لامرد تصرفات مالکانه بلامعارض متقاضی آقای ابراهیم صفرپور فرزند حسین به شماره شناسنامه ۳۷۱ صادره از لامرد در ششدانگ یک باب خانه به مساحت ۳۹۶/۲۵ متر مربع پلاک ۹۰ فرعی از ۴۰۷ اصلی مفروز و مجزی شده از پلاک ۴۰۷ اصلی قطعه یک بخش ۲۵ فارس واقع در شهرستان لامرد– شهر لامرد– شهرک ولیعصر خریداری از مالک رسمی شهرداری لامرد محرز گردیده است. لذا به منظور اطلاع عموم مراتب در دو نوبت به فاصله ۱۵ روز آگهی می‌شود. در صورتی که اشخاص نسبت به صدور سند مالکیت متقاضی اعتراضی داشته باشند می‌توانند از تاریخ انتشار اولین آگهی به مدت دو ماه اعتراض خود را به این اداره تسلیم و پس از اخذ رسید ظرف مدت یک ماه از تاریخ تسلیم اعتراض دادخواست خود را به مراجع قضایی تقدیم نمایند. بدیهی است در صورت انقضای مدت مذکور و عدم وصول اعتراض طبق مقررات سند مالکیت صادر خواهد شد. <box>828 701 1191 929</box>
notice-title: آگهی موضوع ماده ۳ قانون و ماده ۱۳ آیین نامه قانون تعیین تکلیف وضعیت ثبتی و اراضی و ساختمانهای فاقد سند رسمی <box>41 103 400 157</box>
ads-grid <box>29 92 1595 2223</box>
notice-signature: منصور کشوری –رئیس اداره ثبت اسناد و املاک شهرستان لامرد از طرف اسماعیل نوذری <box>833 2177 1186 2211</box>
legal-notice <box>818 92 1201 616</box>
notice-dates <box>1223 1064 1585 1100</box>
notice-body: برابر رای شماره ۱۴۰۳۶۰۳۱۱۰۰۳۲۷۵ موضوع قانون تعیین تکلیف وضعیت ثبتی اراضی و ساختمانهای فاقد سند رسمی مستقر در واحد ثبتی حوزه ثبت ملک لامرد تصرفات مالکانه بلامعارض متقاضی آقای مرتضی کشتکار فرزند عبدالله بشماره ملی ۵۱۵۰۰۱۵۲۱۰ صادره از لامرد در ششدانگ یک قطعه زمین مزروعی به مساحت ۱۱۴۶۰/۷۴ متر مربع پلاک ۱ فرعی از ۴۷۹۳ اصلی مفروز و مجزی شده از پلاک ۴۷۹۳ اصلی قطعه یک بخش ۲۵ فارس واقع در شهرستان لامرد– محله کهورستان خریداری از مالک رسمی آقای حسین منصوری محرز گردیده است. لذا به منظور اطلاع عموم مراتب در دو نوبت به فاصله ۱۵ روز آگهی می‌شود. در صورتی که اشخاص نسبت به صدور سند مالکیت متقاضی اعتراضی داشته باشند می‌توانند از تاریخ انتشار اولین آگهی به مدت دو ماه اعتراض خود را به این اداره تسلیم و پس از اخذ رسید ظرف مدت یک ماه از تاریخ تسلیم اعتراض دادخواست خود را به مراجع قضایی تقدیم نمایند. بدیهی است در صورت انقضای مدت مذکور و عدم وصول اعتراض طبق مقررات سند مالکیت صادر خواهد شد. <box>433 1772 796 2017</box>
publish-date-first: تاریخ انتشارنوبت اول:۱۴۰۴/۲/۱۷ <box>1432 1582 1584 1596</box>
notice-signature: منصور کشوری –رئیس اداره ثبت اسناد و املاک شهرستان لامرد از طرف اسماعیل نوذری <box>833 1642 1186 1676</box>
publish-date-first: تاریخ انتشارنوبت اول:۱۴۰۴/۲/۱۷ <box>1432 2117 1584 2131</box>
publish-date-first: تاریخ انتشارنوبت اول:۱۴۰۴/۲/۱۷ <box>248 1582 402 1596</box>
